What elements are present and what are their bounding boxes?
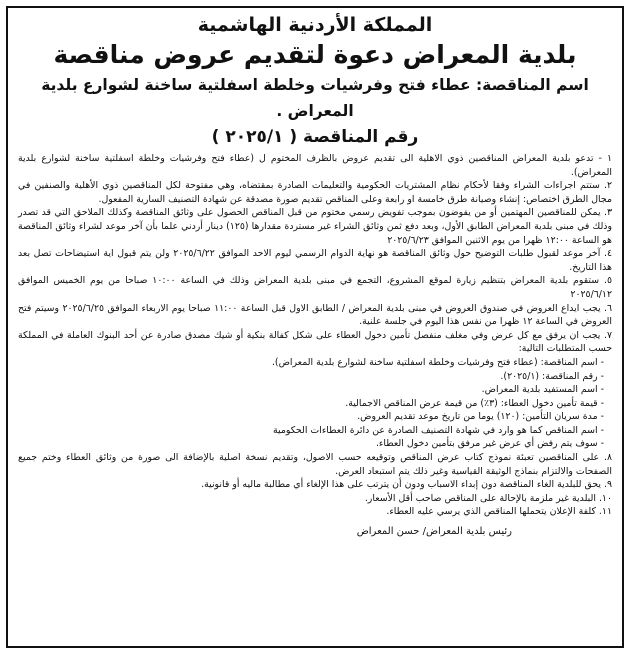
requirement-item: - اسم المستفيد بلدية المعراض. (481, 384, 604, 396)
notice-body (18, 152, 612, 539)
clause-6: ٦. يجب ايداع العروض في صندوق العروض في مبنى بلدية المعراض / الطابق الاول قبل الساعة ١١:٠٠ صباحا يوم الاربعاء الموافق ٢٠٢٥/٦/٢٥ وسيتم فتح العروض في الساعة ١٢ ظهرا من نفس هذا اليوم في جلسة علنية. (18, 302, 613, 328)
clause-11: ١١. كلفة الإعلان يتحملها المناقص الذي يرسي عليه العطاء. (386, 506, 612, 518)
clause-2: ٢. ستتم اجراءات الشراء وفقا لأحكام نظام المشتريات الحكومية والتعليمات الصادرة بمقتضاه، وهي مفتوحة لكل المناقصين ذوي الأهلية والصنفين في مجال الطرق اختصاص: إنشاء وصيانة طرق خامسة او رابعة وعلى المناقص تقديم صورة مصدقة عن شهادة التصنيف السارية المفعول. (18, 180, 612, 205)
clause-1: ١ - تدعو بلدية المعراض المناقصين ذوي الاهلية الى تقديم عروض بالظرف المختوم ل (عطاء فتح وفرشيات وخلطة اسفلتية ساخنة لشوارع بلدية المعراض). (18, 153, 612, 178)
requirement-item: - قيمة تأمين دخول العطاء: (٣٪) من قيمة عرض المناقص الاجمالية. (345, 397, 604, 409)
tender-notice (6, 6, 624, 648)
tender-name-heading: اسم المناقصة: عطاء فتح وفرشيات وخلطة اسفلتية ساخنة لشوارع بلدية المعراض . (41, 76, 589, 120)
notice-headline: بلدية المعراض دعوة لتقديم عروض مناقصة (53, 40, 577, 69)
clause-9: ٩. يحق للبلدية الغاء المناقصة دون إبداء الاسباب ودون أن يترتب على هذا الإلغاء أي مطالبة ماليه أو قانونية. (201, 479, 612, 491)
clause-8: ٨. على المناقصين تعبئة نموذج كتاب عرض المناقص وتوقيعه حسب الاصول، وتقديم نسخة اصلية بالإضافة الى صورة من وثائق العطاء وختم جميع الصفحات والالتزام بنماذج الوثيقة القياسية وغير ذلك يتم استبعاد العرض. (18, 452, 612, 477)
requirement-item: - مدة سريان التأمين: (١٢٠) يوما من تاريخ موعد تقديم العروض. (357, 411, 604, 423)
kingdom-heading: المملكة الأردنية الهاشمية (197, 14, 433, 36)
signature: رئيس بلدية المعراض/ حسن المعراض (356, 526, 512, 538)
clause-3: ٣. يمكن للمناقصين المهتمين أو من يفوضون بموجب تفويض رسمي مختوم من قبل المناقص الحصول على وثائق المناقصة وكذلك الملاحق التي قد تصدر وذلك في مبنى بلدية المعراض الطابق الأول، وبعد دفع ثمن وثائق الشراء غير مستردة مقدارها (١٢٥) دينار أردني علما بأن آخر موعد لشراء وثائق المناقصة هو الساعة ١٢:٠٠ ظهرا من يوم الاثنين الموافق ٢٠٢٥/٦/٢٣ (18, 207, 612, 246)
clause-4: ٤. آخر موعد لقبول طلبات التوضيح حول وثائق المناقصة هو نهاية الدوام الرسمي ليوم الاحد الموافق ٢٠٢٥/٦/٢٢ ولن يتم قبول اية استيضاحات تصل بعد هذا التاريخ. (18, 248, 612, 273)
clause-7: ٧. يجب ان يرفق مع كل عرض وفي مغلف منفصل تأمين دخول العطاء على شكل كفالة بنكية أو شيك مصدق صادرة عن أحد البنوك العاملة في المملكة حسب المتطلبات التالية: (18, 329, 612, 355)
requirement-item: - رقم المناقصة: (٢٠٢٥/١). (500, 370, 604, 382)
requirement-item: - اسم المناقصة: (عطاء فتح وفرشيات وخلطة اسفلتية ساخنة لشوارع بلدية المعراض). (271, 356, 604, 368)
clause-10: ١٠. البلدية غير ملزمة بالإحالة على المناقص صاحب أقل الأسعار. (364, 492, 612, 504)
clause-5: ٥. ستقوم بلدية المعراض بتنظيم زيارة لموقع المشروع، التجمع في مبنى بلدية المعراض وذلك في الساعة ١٠:٠٠ صباحا من يوم الخميس الموافق ٢٠٢٥/٦/١٢ (18, 275, 612, 300)
requirement-item: - اسم المناقص كما هو وارد في شهادة التصنيف الصادرة عن دائرة العطاءات الحكومية (273, 424, 604, 436)
tender-number-heading: رقم المناقصة ( ٢٠٢٥/١ ) (211, 127, 419, 147)
requirement-item: - سوف يتم رفض أي عرض غير مرفق بتأمين دخول العطاء. (375, 438, 604, 450)
